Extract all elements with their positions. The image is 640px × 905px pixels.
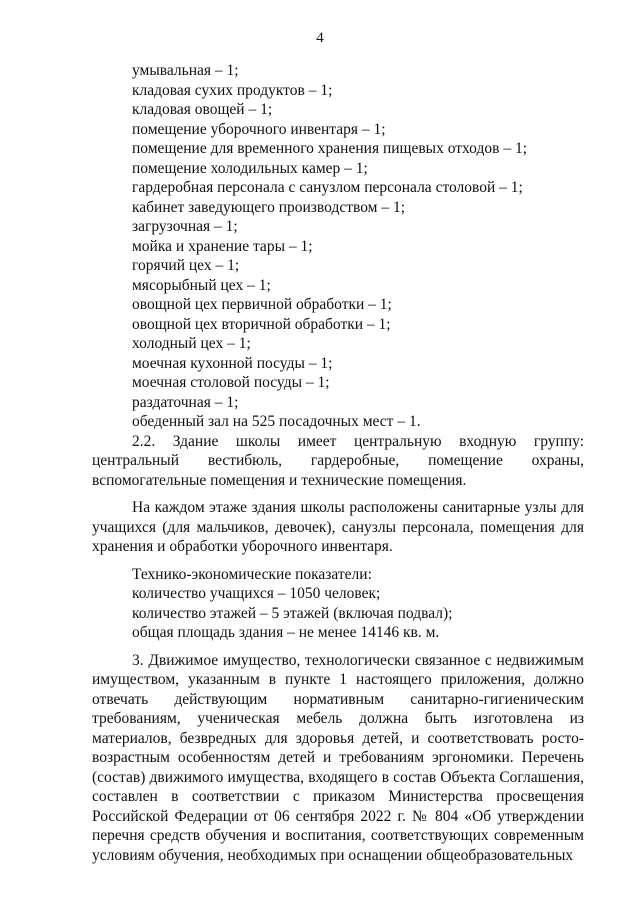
paragraph-movable-property: 3. Движимое имущество, технологически связанное с недвижимым имуществом, указанным в пункте 1 настоящего приложения, должно отвечать действующим нормативным санитарно-гигиеническим требованиям, ученическая мебель должна быть изготовлена из материалов, безвредных для здоровья детей, и соответствовать росто-возрастным особенностям детей и требованиям эргономики. Перечень (состав) движимого имущества, входящего в состав Объекта Соглашения, составлен в соответствии с приказом Министерства просвещения Российской Федерации от 06 сентября 2022 г. № 804 «Об утверждении перечня средств обучения и воспитания, соответствующих современным условиям обучения, необходимых при оснащении общеобразовательных [92,651,584,864]
list-item: гардеробная персонала с санузлом персонала столовой – 1; [132,179,523,196]
list-item: холодный цех – 1; [132,335,251,352]
rooms-list [92,61,584,432]
document-body [92,61,584,865]
paragraph-sanitary-units: На каждом этаже здания школы расположены санитарные узлы для учащихся (для мальчиков, девочек), санузлы персонала, помещения для хранения и обработки уборочного инвентаря. [92,499,584,555]
list-item: помещение уборочного инвентаря – 1; [132,120,386,138]
list-item: овощной цех первичной обработки – 1; [132,296,392,313]
indicator-students: количество учащихся – 1050 человек; [132,585,381,602]
list-item: обеденный зал на 525 посадочных мест – 1. [132,413,421,430]
indicator-area: общая площадь здания – не менее 14146 кв. м. [132,624,440,641]
list-item: овощной цех вторичной обработки – 1; [132,315,391,333]
list-item: умывальная – 1; [132,62,239,79]
list-item: раздаточная – 1; [132,393,239,411]
page-number: 4 [316,30,324,46]
list-item: помещение холодильных камер – 1; [132,159,368,177]
paragraph-entrance-group: 2.2. Здание школы имеет центральную входную группу: центральный вестибюль, гардеробные, помещение охраны, вспомогательные помещения и технические помещения. [92,432,584,489]
list-item: кладовая сухих продуктов – 1; [132,81,333,99]
list-item: кладовая овощей – 1; [132,101,273,118]
list-item: моечная столовой посуды – 1; [132,374,330,391]
list-item: помещение для временного хранения пищевых отходов – 1; [132,140,528,157]
list-item: мойка и хранение тары – 1; [132,237,313,255]
list-item: мясорыбный цех – 1; [132,276,271,294]
list-item: загрузочная – 1; [132,218,238,235]
indicator-floors: количество этажей – 5 этажей (включая подвал); [132,604,453,622]
list-item: моечная кухонной посуды – 1; [132,354,333,372]
technical-indicators [92,565,584,643]
list-item: горячий цех – 1; [132,257,240,274]
indicators-heading: Технико-экономические показатели: [132,565,372,583]
list-item: кабинет заведующего производством – 1; [132,198,406,216]
